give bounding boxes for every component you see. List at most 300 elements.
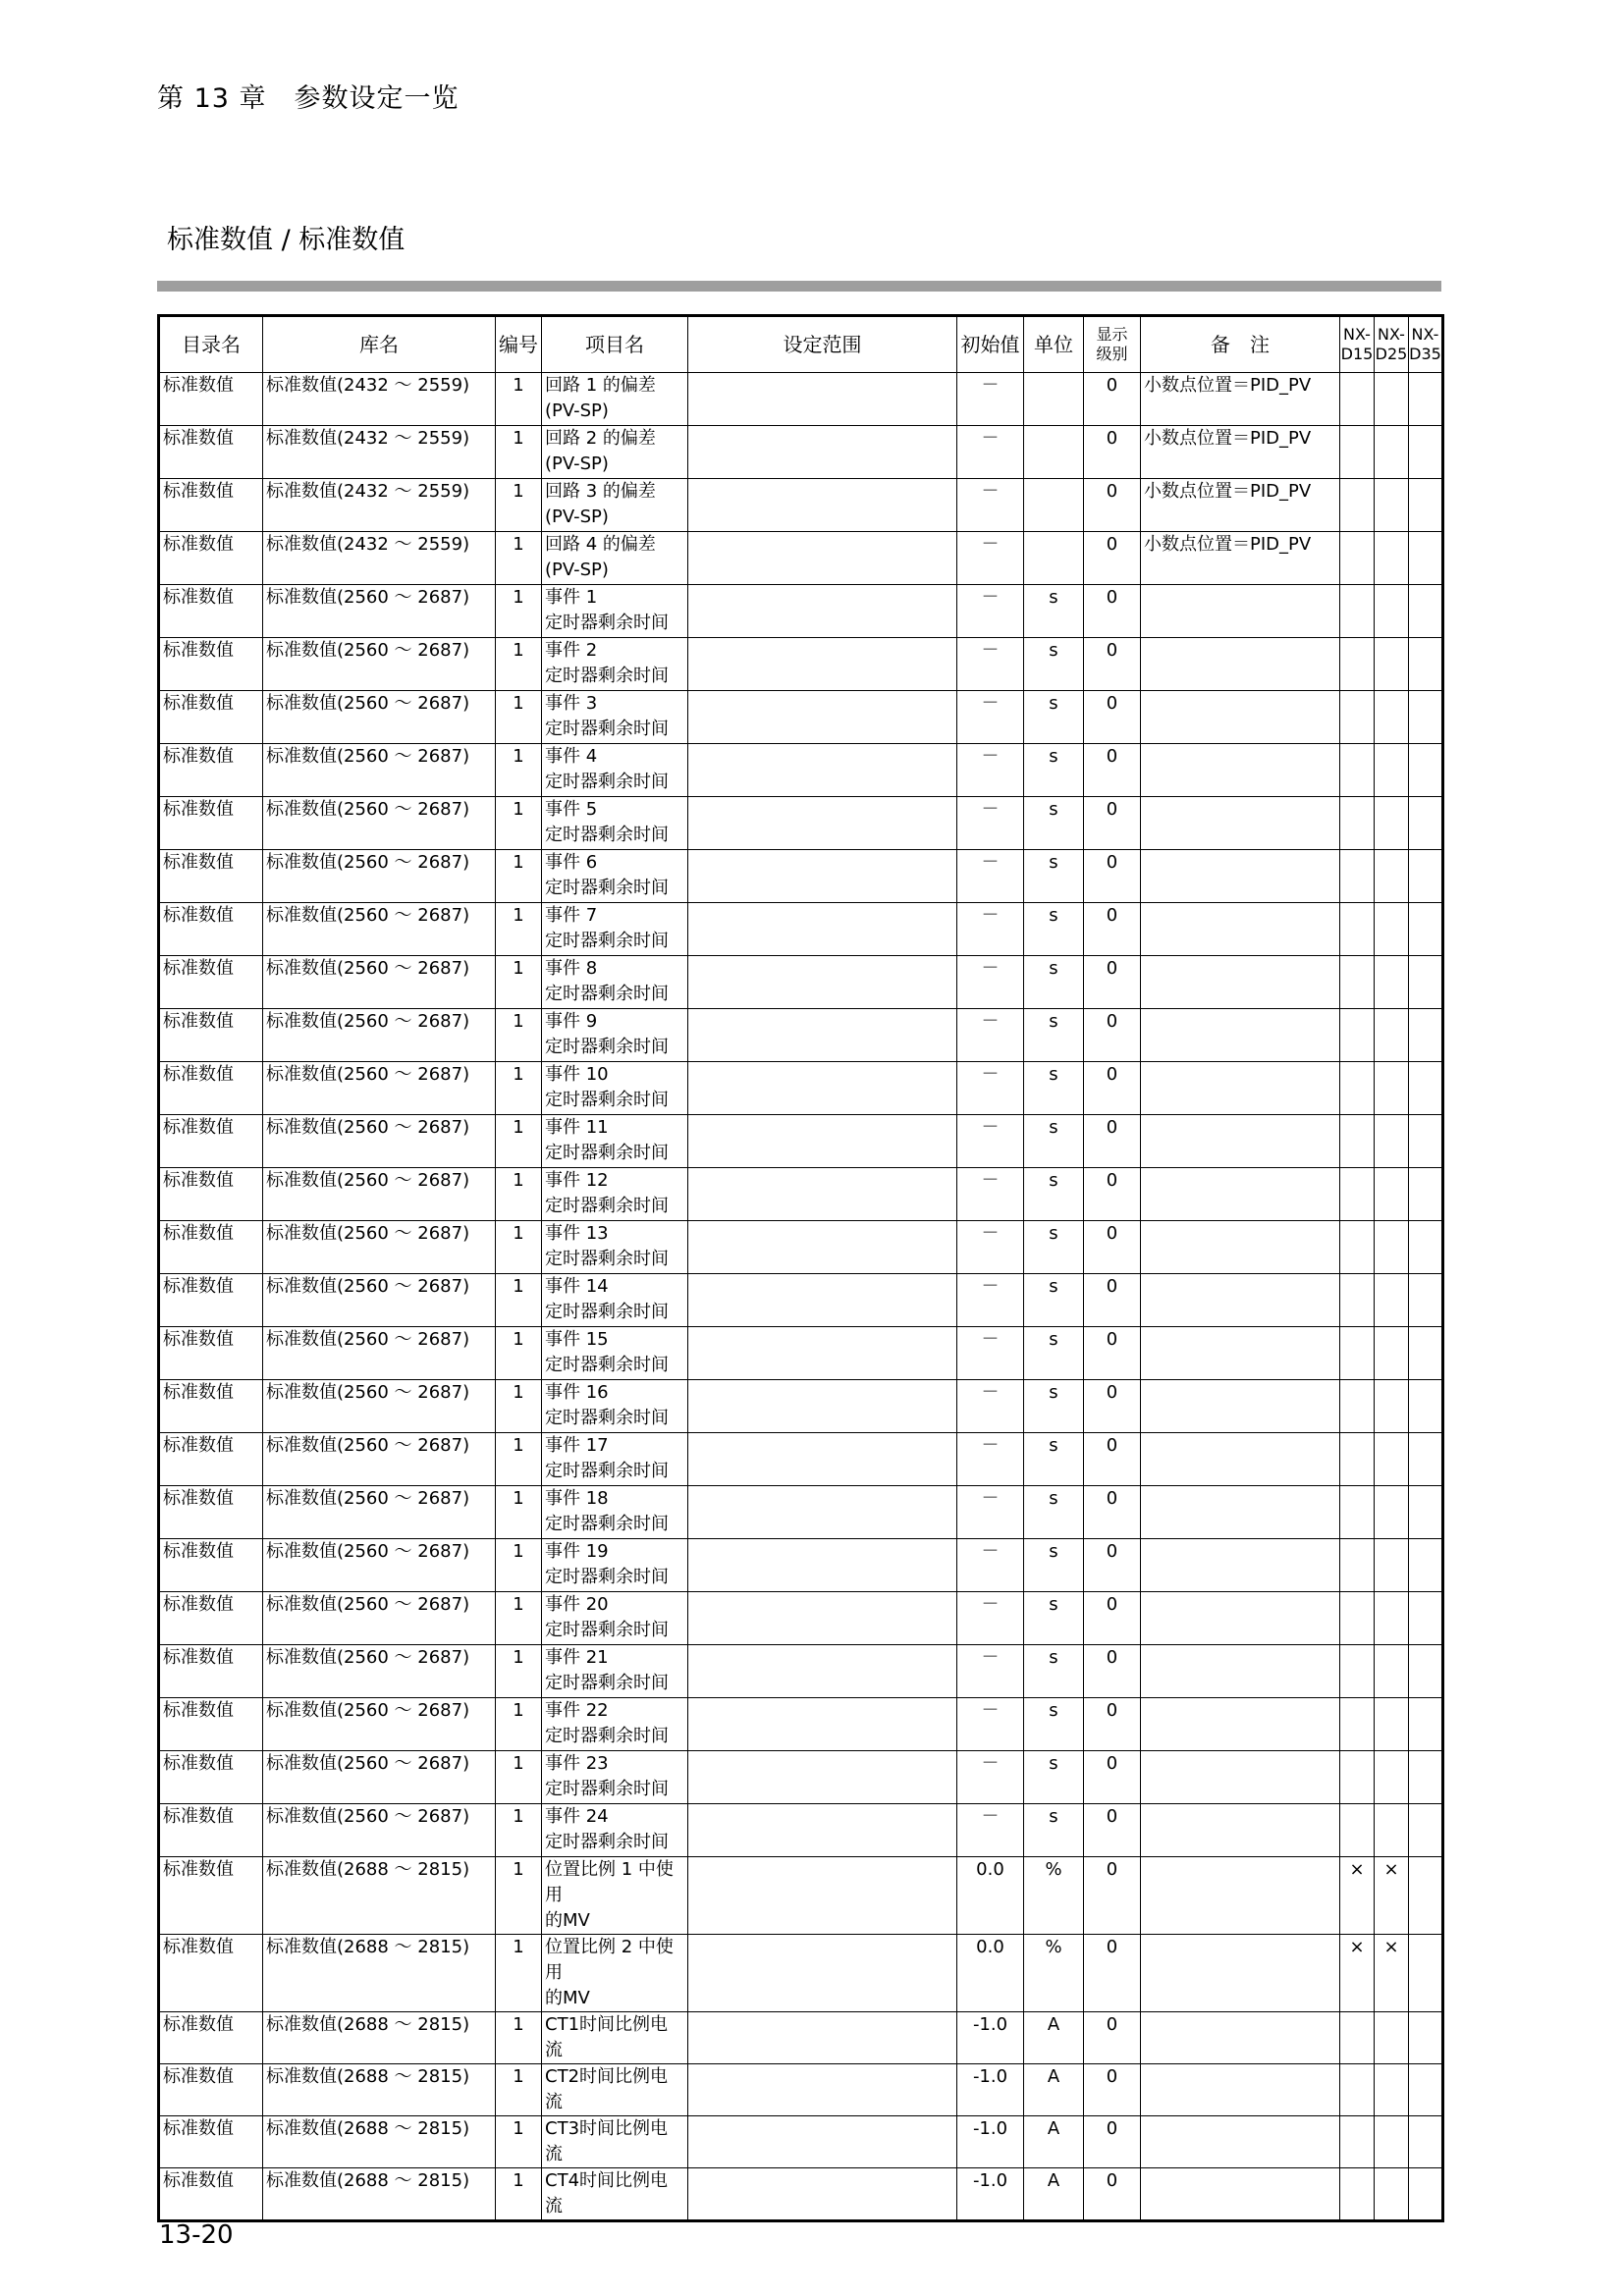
cell-level: 0 <box>1084 1168 1141 1221</box>
table-row <box>159 1274 1443 1327</box>
item-line-2: 定时器剩余时间 <box>545 1673 669 1693</box>
cell-d35 <box>1409 1486 1443 1539</box>
cell-d25 <box>1375 1115 1409 1168</box>
table-row <box>159 638 1443 691</box>
cell-range <box>688 1804 957 1857</box>
cell-dir: 标准数值 <box>159 1645 263 1698</box>
cell-init: － <box>957 1539 1024 1592</box>
cell-remark: 小数点位置＝PID_PV <box>1141 426 1340 479</box>
item-line-1: 位置比例 1 中使用 <box>545 1859 674 1905</box>
cell-d15 <box>1340 1062 1375 1115</box>
cell-remark: 小数点位置＝PID_PV <box>1141 373 1340 426</box>
cell-d35 <box>1409 1274 1443 1327</box>
cell-d35 <box>1409 691 1443 744</box>
cell-level: 0 <box>1084 1380 1141 1433</box>
item-line-2: (PV-SP) <box>545 560 609 580</box>
cell-remark <box>1141 2168 1340 2221</box>
col-d15: NX- D15 <box>1340 316 1375 373</box>
cell-num: 1 <box>496 1168 542 1221</box>
cell-d15 <box>1340 1168 1375 1221</box>
cell-remark <box>1141 1274 1340 1327</box>
cell-lib: 标准数值(2688 ～ 2815) <box>263 1935 496 2012</box>
table-row <box>159 1221 1443 1274</box>
cell-d35 <box>1409 1751 1443 1804</box>
cell-init: 0.0 <box>957 1857 1024 1935</box>
cell-d25 <box>1375 426 1409 479</box>
item-line-2: 定时器剩余时间 <box>545 1514 669 1534</box>
cell-unit: s <box>1024 1645 1084 1698</box>
cell-dir: 标准数值 <box>159 2168 263 2221</box>
cell-level: 0 <box>1084 797 1141 850</box>
cell-item <box>542 797 688 850</box>
cell-d15 <box>1340 532 1375 585</box>
cell-d25 <box>1375 1645 1409 1698</box>
cell-init: － <box>957 903 1024 956</box>
cell-d25 <box>1375 373 1409 426</box>
cell-level: 0 <box>1084 1009 1141 1062</box>
cell-num: 1 <box>496 2168 542 2221</box>
cell-range <box>688 2064 957 2116</box>
cell-dir: 标准数值 <box>159 691 263 744</box>
cell-d15 <box>1340 1592 1375 1645</box>
cell-unit: s <box>1024 1221 1084 1274</box>
col-level: 显示 级别 <box>1084 316 1141 373</box>
col-unit: 单位 <box>1024 316 1084 373</box>
cell-init: － <box>957 638 1024 691</box>
cell-num: 1 <box>496 1274 542 1327</box>
cell-range <box>688 2012 957 2064</box>
item-line-2: (PV-SP) <box>545 454 609 474</box>
cell-d15 <box>1340 479 1375 532</box>
cell-init: － <box>957 1804 1024 1857</box>
cell-d25 <box>1375 956 1409 1009</box>
table-row <box>159 426 1443 479</box>
cell-dir: 标准数值 <box>159 638 263 691</box>
item-line-2: 定时器剩余时间 <box>545 1249 669 1269</box>
cell-level: 0 <box>1084 426 1141 479</box>
cell-dir: 标准数值 <box>159 1486 263 1539</box>
item-line-2: 定时器剩余时间 <box>545 825 669 845</box>
cell-lib: 标准数值(2560 ～ 2687) <box>263 1751 496 1804</box>
cell-item <box>542 1804 688 1857</box>
cell-item <box>542 479 688 532</box>
item-line-2: (PV-SP) <box>545 507 609 527</box>
cell-num: 1 <box>496 744 542 797</box>
cell-num: 1 <box>496 1009 542 1062</box>
cell-item <box>542 1062 688 1115</box>
cell-d35 <box>1409 744 1443 797</box>
cell-init: － <box>957 585 1024 638</box>
cell-item <box>542 1592 688 1645</box>
cell-d25 <box>1375 1804 1409 1857</box>
table-row <box>159 1592 1443 1645</box>
cell-lib: 标准数值(2560 ～ 2687) <box>263 638 496 691</box>
cell-d15 <box>1340 2012 1375 2064</box>
cell-range <box>688 1698 957 1751</box>
cell-d25 <box>1375 1539 1409 1592</box>
cell-remark <box>1141 1221 1340 1274</box>
cell-item <box>542 1009 688 1062</box>
cell-level: 0 <box>1084 2012 1141 2064</box>
cell-d15 <box>1340 1221 1375 1274</box>
item-line-2: 的MV <box>545 1988 590 2008</box>
cell-item <box>542 2012 688 2064</box>
cell-dir: 标准数值 <box>159 1009 263 1062</box>
cell-item <box>542 744 688 797</box>
cell-range <box>688 2168 957 2221</box>
cell-level: 0 <box>1084 903 1141 956</box>
table-row <box>159 2116 1443 2168</box>
cell-d35 <box>1409 1698 1443 1751</box>
cell-unit <box>1024 532 1084 585</box>
cell-init: -1.0 <box>957 2168 1024 2221</box>
table-row <box>159 744 1443 797</box>
cell-d15 <box>1340 956 1375 1009</box>
table-row <box>159 850 1443 903</box>
item-line-2: 定时器剩余时间 <box>545 1832 669 1852</box>
cell-d25 <box>1375 1009 1409 1062</box>
cell-init: － <box>957 1486 1024 1539</box>
cell-unit: % <box>1024 1935 1084 2012</box>
cell-dir: 标准数值 <box>159 850 263 903</box>
cell-dir: 标准数值 <box>159 1698 263 1751</box>
item-line-1: 回路 4 的偏差 <box>545 534 656 555</box>
cell-d25 <box>1375 1486 1409 1539</box>
item-line-2: 定时器剩余时间 <box>545 1779 669 1799</box>
cell-num: 1 <box>496 1698 542 1751</box>
cell-lib: 标准数值(2688 ～ 2815) <box>263 2168 496 2221</box>
cell-level: 0 <box>1084 2116 1141 2168</box>
cell-d25 <box>1375 2012 1409 2064</box>
cell-unit: s <box>1024 1751 1084 1804</box>
cell-d25 <box>1375 850 1409 903</box>
cell-unit: A <box>1024 2116 1084 2168</box>
cell-num: 1 <box>496 1645 542 1698</box>
item-line-1: 事件 23 <box>545 1753 609 1774</box>
cell-range <box>688 1168 957 1221</box>
cell-level: 0 <box>1084 638 1141 691</box>
item-line-2: 定时器剩余时间 <box>545 719 669 739</box>
cell-item <box>542 850 688 903</box>
cell-unit: s <box>1024 1009 1084 1062</box>
item-line-1: 回路 2 的偏差 <box>545 428 656 449</box>
cell-num: 1 <box>496 2064 542 2116</box>
cell-d15 <box>1340 638 1375 691</box>
cell-remark <box>1141 797 1340 850</box>
cell-level: 0 <box>1084 1935 1141 2012</box>
cell-lib: 标准数值(2560 ～ 2687) <box>263 1486 496 1539</box>
cell-remark <box>1141 1645 1340 1698</box>
cell-num: 1 <box>496 1857 542 1935</box>
cell-remark <box>1141 1539 1340 1592</box>
table-row <box>159 1698 1443 1751</box>
cell-init: － <box>957 479 1024 532</box>
cell-unit: s <box>1024 638 1084 691</box>
cell-lib: 标准数值(2560 ～ 2687) <box>263 903 496 956</box>
col-lib: 库名 <box>263 316 496 373</box>
cell-level: 0 <box>1084 1274 1141 1327</box>
cell-item <box>542 373 688 426</box>
item-line-1: 事件 5 <box>545 799 598 820</box>
col-remark: 备 注 <box>1141 316 1340 373</box>
cell-d25 <box>1375 1274 1409 1327</box>
item-line-1: 事件 16 <box>545 1382 609 1403</box>
cell-d25 <box>1375 638 1409 691</box>
cell-d25: × <box>1375 1935 1409 2012</box>
cell-item <box>542 1539 688 1592</box>
cell-remark <box>1141 850 1340 903</box>
cell-unit: A <box>1024 2168 1084 2221</box>
cell-dir: 标准数值 <box>159 956 263 1009</box>
cell-range <box>688 1486 957 1539</box>
cell-d25 <box>1375 1698 1409 1751</box>
cell-init: － <box>957 373 1024 426</box>
col-init: 初始值 <box>957 316 1024 373</box>
cell-d35 <box>1409 1115 1443 1168</box>
cell-d15 <box>1340 1115 1375 1168</box>
cell-level: 0 <box>1084 2168 1141 2221</box>
cell-num: 1 <box>496 2012 542 2064</box>
cell-d15 <box>1340 585 1375 638</box>
cell-lib: 标准数值(2688 ～ 2815) <box>263 1857 496 1935</box>
cell-init: -1.0 <box>957 2116 1024 2168</box>
item-line-1: 事件 17 <box>545 1435 609 1456</box>
cell-num: 1 <box>496 1592 542 1645</box>
cell-init: － <box>957 1592 1024 1645</box>
cell-d35 <box>1409 373 1443 426</box>
cell-init: -1.0 <box>957 2012 1024 2064</box>
item-line-1: 事件 8 <box>545 958 598 979</box>
item-line-2: 定时器剩余时间 <box>545 1090 669 1110</box>
cell-lib: 标准数值(2560 ～ 2687) <box>263 1645 496 1698</box>
section-title: 标准数值 / 标准数值 <box>167 225 406 255</box>
cell-d35 <box>1409 426 1443 479</box>
cell-lib: 标准数值(2688 ～ 2815) <box>263 2064 496 2116</box>
cell-num: 1 <box>496 638 542 691</box>
cell-init: － <box>957 1274 1024 1327</box>
cell-lib: 标准数值(2688 ～ 2815) <box>263 2116 496 2168</box>
cell-range <box>688 532 957 585</box>
item-line-2: 定时器剩余时间 <box>545 1196 669 1216</box>
cell-init: － <box>957 1433 1024 1486</box>
cell-item <box>542 2168 688 2221</box>
cell-dir: 标准数值 <box>159 1751 263 1804</box>
cell-d15 <box>1340 1433 1375 1486</box>
item-line-1: CT4时间比例电流 <box>545 2170 669 2216</box>
cell-unit: s <box>1024 903 1084 956</box>
cell-unit: s <box>1024 1380 1084 1433</box>
cell-level: 0 <box>1084 1698 1141 1751</box>
item-line-2: 定时器剩余时间 <box>545 1408 669 1428</box>
table-row <box>159 1804 1443 1857</box>
cell-unit: s <box>1024 585 1084 638</box>
cell-d35 <box>1409 1221 1443 1274</box>
table-row <box>159 903 1443 956</box>
cell-remark <box>1141 1115 1340 1168</box>
cell-item <box>542 1221 688 1274</box>
item-line-2: 定时器剩余时间 <box>545 1567 669 1587</box>
cell-lib: 标准数值(2560 ～ 2687) <box>263 585 496 638</box>
cell-d25 <box>1375 532 1409 585</box>
item-line-1: CT2时间比例电流 <box>545 2066 669 2112</box>
cell-level: 0 <box>1084 1062 1141 1115</box>
section-rule <box>157 281 1441 292</box>
cell-d15 <box>1340 744 1375 797</box>
table-row <box>159 373 1443 426</box>
col-num: 编号 <box>496 316 542 373</box>
cell-dir: 标准数值 <box>159 797 263 850</box>
cell-unit: s <box>1024 797 1084 850</box>
item-line-1: CT1时间比例电流 <box>545 2014 669 2060</box>
cell-unit: s <box>1024 1327 1084 1380</box>
cell-init: － <box>957 1062 1024 1115</box>
cell-lib: 标准数值(2560 ～ 2687) <box>263 850 496 903</box>
cell-range <box>688 850 957 903</box>
cell-num: 1 <box>496 797 542 850</box>
cell-init: － <box>957 691 1024 744</box>
cell-init: － <box>957 956 1024 1009</box>
cell-remark <box>1141 744 1340 797</box>
cell-remark <box>1141 585 1340 638</box>
table-row <box>159 479 1443 532</box>
cell-dir: 标准数值 <box>159 1433 263 1486</box>
item-line-1: 事件 11 <box>545 1117 609 1138</box>
cell-dir: 标准数值 <box>159 532 263 585</box>
cell-item <box>542 585 688 638</box>
cell-item <box>542 1274 688 1327</box>
cell-d35 <box>1409 1380 1443 1433</box>
cell-unit: s <box>1024 1539 1084 1592</box>
cell-dir: 标准数值 <box>159 585 263 638</box>
cell-remark <box>1141 2064 1340 2116</box>
cell-lib: 标准数值(2560 ～ 2687) <box>263 1009 496 1062</box>
cell-init: － <box>957 426 1024 479</box>
item-line-2: 定时器剩余时间 <box>545 1355 669 1375</box>
cell-d25 <box>1375 1592 1409 1645</box>
cell-dir: 标准数值 <box>159 1115 263 1168</box>
cell-unit: s <box>1024 850 1084 903</box>
table-row <box>159 1645 1443 1698</box>
cell-d35 <box>1409 585 1443 638</box>
cell-d25 <box>1375 1168 1409 1221</box>
cell-d15 <box>1340 2168 1375 2221</box>
cell-range <box>688 691 957 744</box>
item-line-1: 事件 9 <box>545 1011 598 1032</box>
cell-d35 <box>1409 1935 1443 2012</box>
cell-remark <box>1141 638 1340 691</box>
cell-lib: 标准数值(2432 ～ 2559) <box>263 426 496 479</box>
item-line-1: 事件 19 <box>545 1541 609 1562</box>
cell-unit: % <box>1024 1857 1084 1935</box>
cell-level: 0 <box>1084 1327 1141 1380</box>
cell-dir: 标准数值 <box>159 1935 263 2012</box>
cell-range <box>688 956 957 1009</box>
item-line-2: 定时器剩余时间 <box>545 1037 669 1057</box>
col-d25: NX- D25 <box>1375 316 1409 373</box>
cell-d15 <box>1340 1751 1375 1804</box>
cell-range <box>688 2116 957 2168</box>
cell-num: 1 <box>496 1539 542 1592</box>
cell-unit: s <box>1024 1062 1084 1115</box>
cell-num: 1 <box>496 691 542 744</box>
cell-d35 <box>1409 903 1443 956</box>
cell-item <box>542 1645 688 1698</box>
cell-d35 <box>1409 1327 1443 1380</box>
cell-lib: 标准数值(2432 ～ 2559) <box>263 532 496 585</box>
cell-d15 <box>1340 691 1375 744</box>
cell-d15 <box>1340 797 1375 850</box>
cell-d15 <box>1340 1274 1375 1327</box>
cell-item <box>542 1486 688 1539</box>
item-line-2: 定时器剩余时间 <box>545 1620 669 1640</box>
cell-lib: 标准数值(2560 ～ 2687) <box>263 1115 496 1168</box>
cell-init: － <box>957 1380 1024 1433</box>
cell-d35 <box>1409 956 1443 1009</box>
cell-d25 <box>1375 797 1409 850</box>
cell-unit: A <box>1024 2012 1084 2064</box>
cell-dir: 标准数值 <box>159 479 263 532</box>
cell-item <box>542 2116 688 2168</box>
cell-num: 1 <box>496 373 542 426</box>
cell-unit <box>1024 373 1084 426</box>
cell-level: 0 <box>1084 1486 1141 1539</box>
cell-lib: 标准数值(2560 ～ 2687) <box>263 691 496 744</box>
cell-d15 <box>1340 1486 1375 1539</box>
cell-range <box>688 638 957 691</box>
cell-level: 0 <box>1084 532 1141 585</box>
cell-range <box>688 1751 957 1804</box>
cell-d35 <box>1409 638 1443 691</box>
item-line-1: 事件 1 <box>545 587 598 608</box>
cell-d25 <box>1375 1751 1409 1804</box>
item-line-2: 定时器剩余时间 <box>545 1302 669 1322</box>
cell-remark <box>1141 1009 1340 1062</box>
item-line-1: 事件 3 <box>545 693 598 714</box>
cell-unit <box>1024 479 1084 532</box>
cell-range <box>688 797 957 850</box>
cell-init: － <box>957 1168 1024 1221</box>
cell-range <box>688 373 957 426</box>
cell-num: 1 <box>496 1433 542 1486</box>
cell-range <box>688 1645 957 1698</box>
cell-dir: 标准数值 <box>159 1857 263 1935</box>
cell-lib: 标准数值(2560 ～ 2687) <box>263 744 496 797</box>
cell-level: 0 <box>1084 1592 1141 1645</box>
cell-d15: × <box>1340 1935 1375 2012</box>
cell-item <box>542 1380 688 1433</box>
cell-range <box>688 585 957 638</box>
cell-dir: 标准数值 <box>159 1804 263 1857</box>
cell-dir: 标准数值 <box>159 2116 263 2168</box>
col-dir: 目录名 <box>159 316 263 373</box>
cell-num: 1 <box>496 532 542 585</box>
cell-d25 <box>1375 1221 1409 1274</box>
cell-range <box>688 903 957 956</box>
cell-init: － <box>957 1221 1024 1274</box>
cell-lib: 标准数值(2688 ～ 2815) <box>263 2012 496 2064</box>
cell-d35 <box>1409 1168 1443 1221</box>
cell-range <box>688 1539 957 1592</box>
table-row <box>159 1062 1443 1115</box>
cell-d35 <box>1409 1062 1443 1115</box>
cell-item <box>542 903 688 956</box>
table-row <box>159 1433 1443 1486</box>
cell-range <box>688 1935 957 2012</box>
cell-d35 <box>1409 797 1443 850</box>
cell-level: 0 <box>1084 1751 1141 1804</box>
cell-range <box>688 1115 957 1168</box>
item-line-1: 事件 2 <box>545 640 598 661</box>
